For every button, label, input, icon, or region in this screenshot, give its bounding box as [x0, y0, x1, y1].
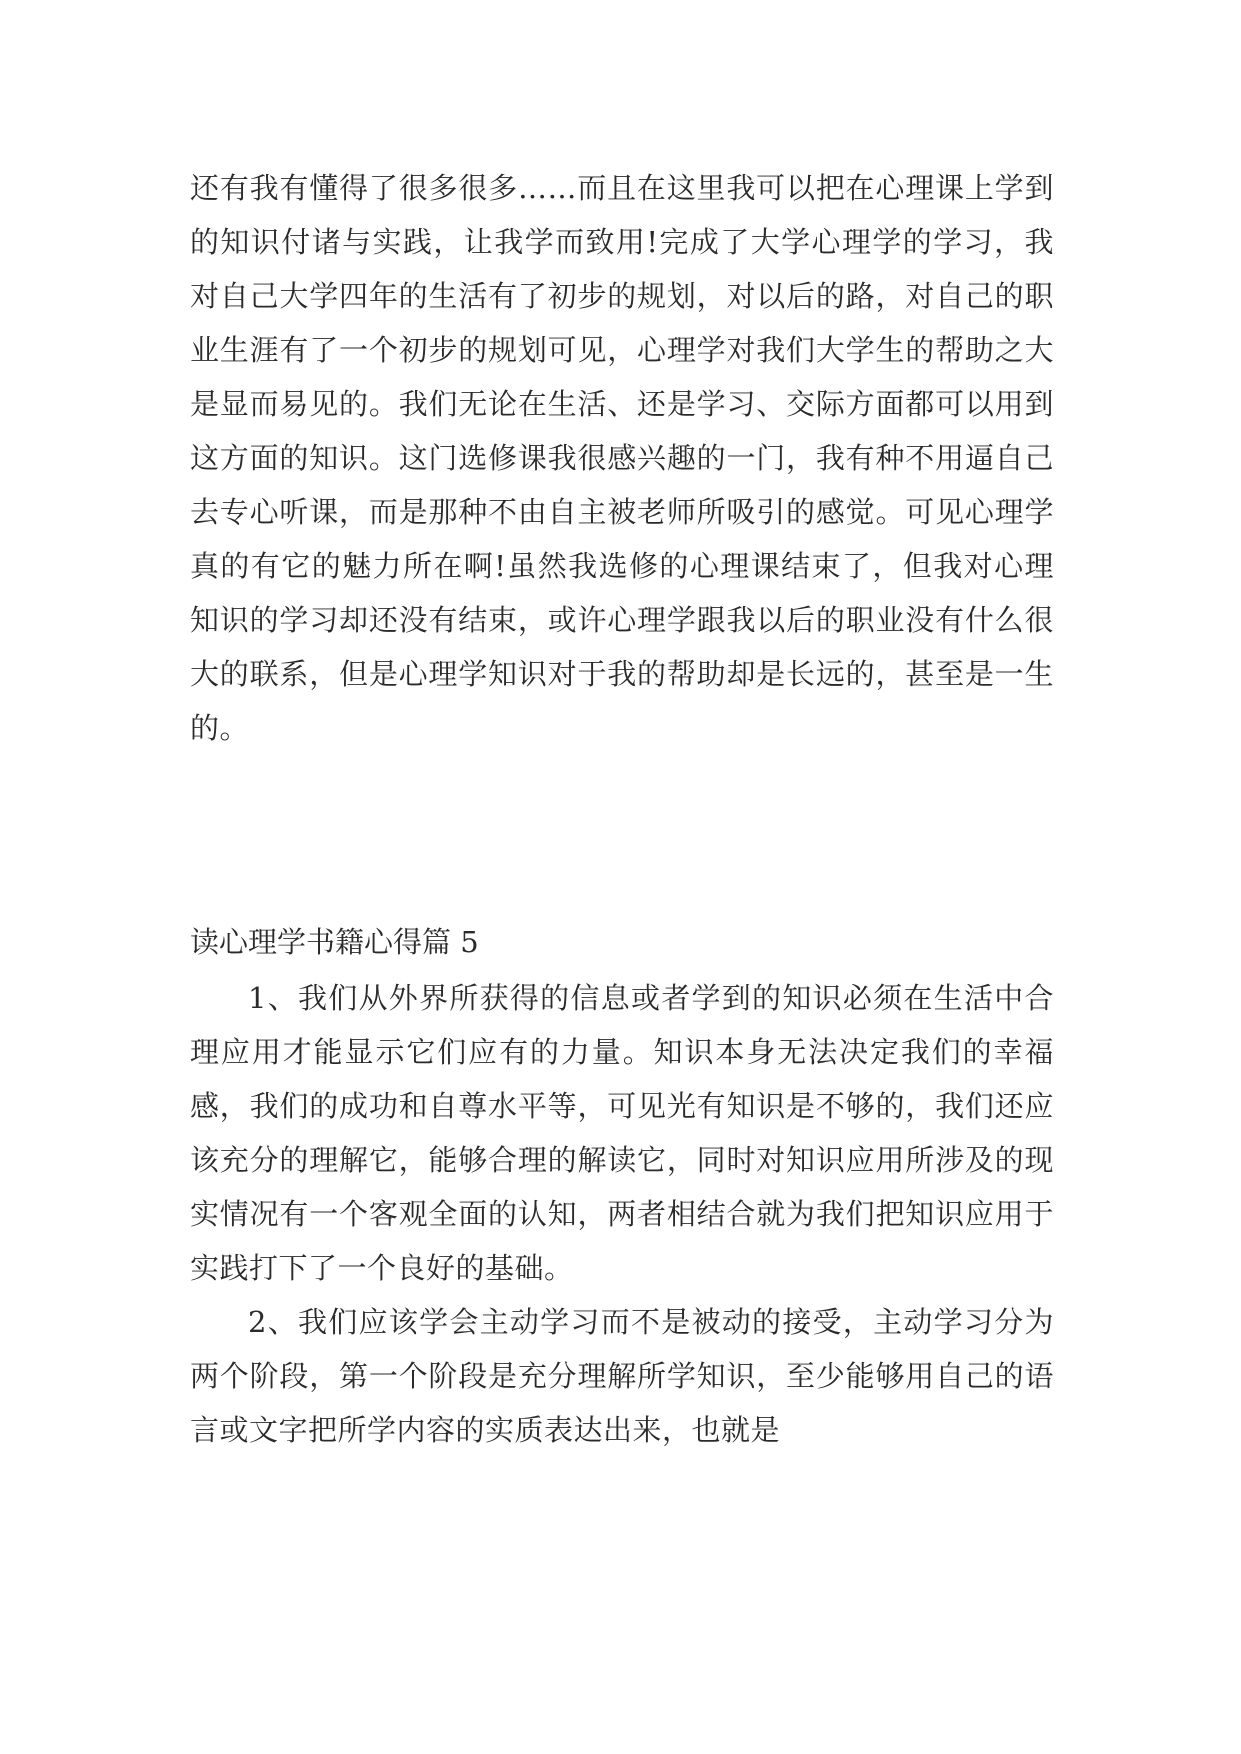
body-paragraph: 1、我们从外界所获得的信息或者学到的知识必须在生活中合理应用才能显示它们应有的力量。知识本身无法决定我们的幸福感，我们的成功和自尊水平等，可见光有知识是不够的，我们还应该充分的理解它，能够合理的解读它，同时对知识应用所涉及的现实情况有一个客观全面的认知，两者相结合就为我们把知识应用于实践打下了一个良好的基础。: [190, 981, 1054, 1285]
continuation-paragraph: 还有我有懂得了很多很多……而且在这里我可以把在心理课上学到的知识付诸与实践，让我学而致用!完成了大学心理学的学习，我对自己大学四年的生活有了初步的规划，对以后的路，对自己的职业生涯有了一个初步的规划可见，心理学对我们大学生的帮助之大是显而易见的。我们无论在生活、还是学习、交际方面都可以用到这方面的知识。这门选修课我很感兴趣的一门，我有种不用逼自己去专心听课，而是那种不由自主被老师所吸引的感觉。可见心理学真的有它的魅力所在啊!虽然我选修的心理课结束了，但我对心理知识的学习却还没有结束，或许心理学跟我以后的职业没有什么很大的联系，但是心理学知识对于我的帮助却是长远的，甚至是一生的。: [190, 171, 1054, 745]
continuation-block: [190, 161, 1054, 755]
body-paragraph: 2、我们应该学会主动学习而不是被动的接受，主动学习分为两个阶段，第一个阶段是充分理解所学知识，至少能够用自己的语言或文字把所学内容的实质表达出来，也就是: [190, 1305, 1054, 1447]
section-heading: 读心理学书籍心得篇 5: [190, 925, 479, 959]
section-body: [190, 971, 1054, 1457]
